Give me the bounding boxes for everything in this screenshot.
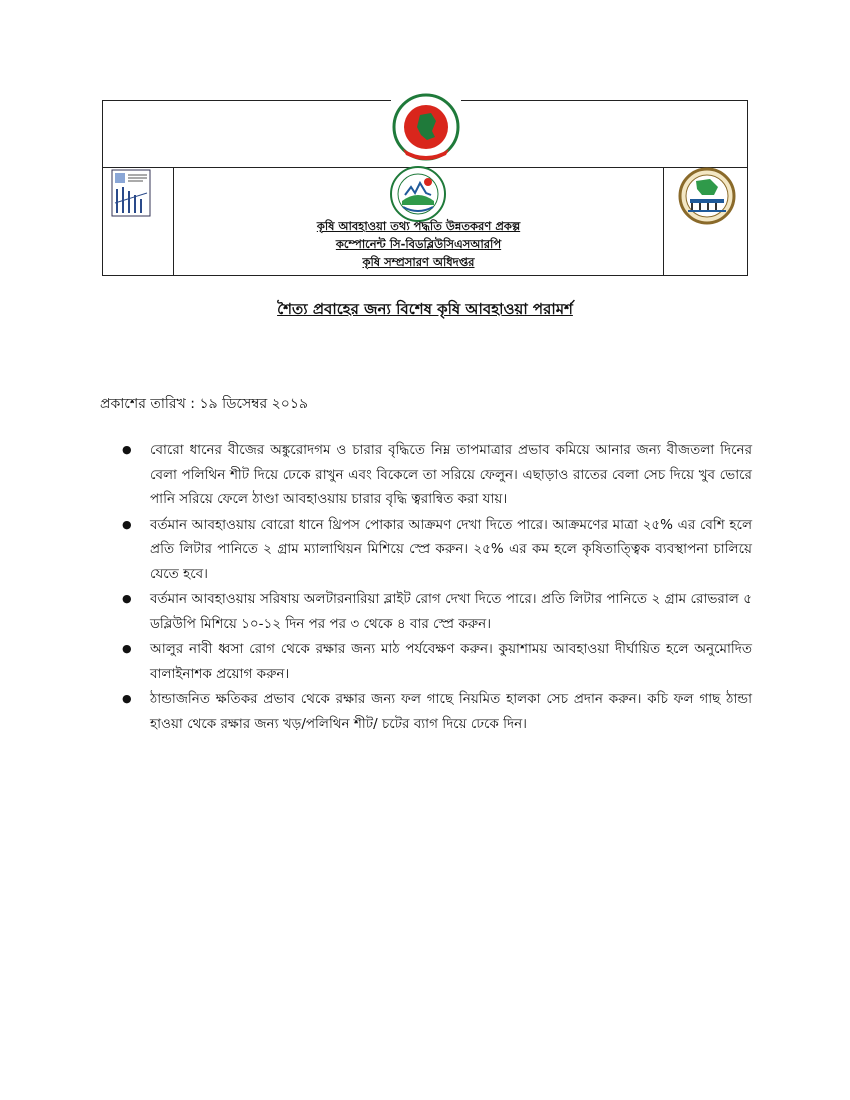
department-name: কৃষি সম্প্রসারণ অধিদপ্তর bbox=[362, 255, 475, 269]
project-logo bbox=[111, 169, 151, 217]
advice-item: ● বোরো ধানের বীজের অঙ্কুরোদগম ও চারার বৃদ্ধিতে নিম্ন তাপমাত্রার প্রভাব কমিয়ে আনার জন্য বীজতলা দিনের বেলা পলিথিন শীট দিয়ে ঢেকে রাখুন এবং বিকেলে তা সরিয়ে ফেলুন। এছাড়াও রাতের বেলা সেচ দিয়ে খুব ভোরে পানি সরিয়ে ফেলে ঠাণ্ডা আবহাওয়ায় চারার বৃদ্ধি ত্বরান্বিত করা যায়। bbox=[122, 438, 752, 512]
government-seal-logo bbox=[391, 93, 461, 165]
agro-met-logo bbox=[389, 165, 447, 223]
ministry-logo bbox=[678, 167, 736, 225]
advice-item: ● ঠান্ডাজনিত ক্ষতিকর প্রভাব থেকে রক্ষার জন্য ফল গাছে নিয়মিত হালকা সেচ প্রদান করুন। কচি ফল গাছ ঠান্ডা হাওয়া থেকে রক্ষার জন্য খড়/পলিথিন শীট/ চটের ব্যাগ দিয়ে ঢেকে দিন। bbox=[122, 687, 752, 736]
advice-item: ● বর্তমান আবহাওয়ায় বোরো ধানে থ্রিপস পোকার আক্রমণ দেখা দিতে পারে। আক্রমণের মাত্রা ২৫% এর বেশি হলে প্রতি লিটার পানিতে ২ গ্রাম ম্যালাথিয়ন মিশিয়ে স্প্রে করুন। ২৫% এর কম হলে কৃষিতাত্ত্বিক ব্যবস্থাপনা চালিয়ে যেতে হবে। bbox=[122, 513, 752, 587]
center-header-cell bbox=[173, 167, 664, 275]
advice-item: ● আলুর নাবী ধ্বসা রোগ থেকে রক্ষার জন্য মাঠ পর্যবেক্ষণ করুন। কুয়াশাময় আবহাওয়া দীর্ঘায়িত হলে অনুমোদিত বালাইনাশক প্রয়োগ করুন। bbox=[122, 637, 752, 686]
left-logo-cell bbox=[103, 167, 174, 275]
letterhead bbox=[102, 100, 748, 276]
component-name: কম্পোনেন্ট সি-বিডব্লিউসিএসআরপি bbox=[335, 237, 502, 251]
advice-list bbox=[122, 438, 752, 737]
document-title: শৈত্য প্রবাহের জন্য বিশেষ কৃষি আবহাওয়া পরামর্শ bbox=[277, 300, 573, 318]
advice-item: ● বর্তমান আবহাওয়ায় সরিষায় অলটারনারিয়া ব্লাইট রোগ দেখা দিতে পারে। প্রতি লিটার পানিতে ২ গ্রাম রোভরাল ৫ ডব্লিউপি মিশিয়ে ১০-১২ দিন পর পর ৩ থেকে ৪ বার স্প্রে করুন। bbox=[122, 587, 752, 636]
project-name: কৃষি আবহাওয়া তথ্য পদ্ধতি উন্নতকরণ প্রকল্প bbox=[316, 219, 521, 233]
header-text-block bbox=[173, 217, 664, 271]
letterhead-logo-row bbox=[103, 167, 747, 275]
right-logo-cell bbox=[663, 167, 747, 275]
publication-date: প্রকাশের তারিখ : ১৯ ডিসেম্বর ২০১৯ bbox=[100, 396, 309, 412]
